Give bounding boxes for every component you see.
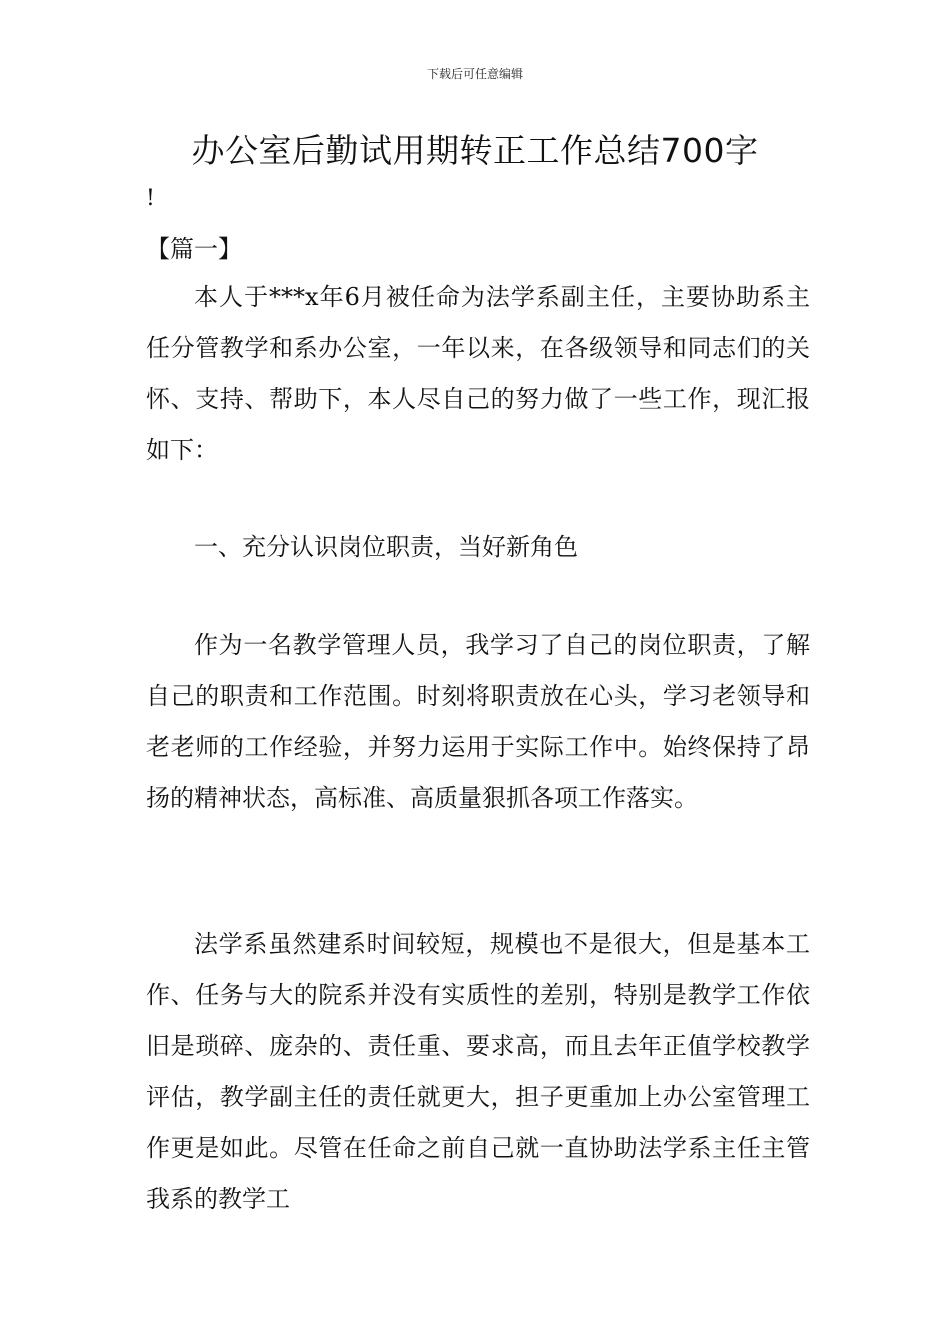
paragraph-department: 法学系虽然建系时间较短，规模也不是很大，但是基本工作、任务与大的院系并没有实质性的差别，特别是教学工作依旧是琐碎、庞杂的、责任重、要求高，而且去年正值学校教学评估，教学副主任的责任就更大，担子更重加上办公室管理工作更是如此。尽管在任命之前自己就一直协助法学系主任主管我系的教学工 (146, 930, 810, 1213)
paragraph-intro: 本人于***x年6月被任命为法学系副主任，主要协助系主任分管教学和系办公室，一年以来，在各级领导和同志们的关怀、支持、帮助下，本人尽自己的努力做了一些工作，现汇报如下： (146, 283, 810, 464)
document-title: 办公室后勤试用期转正工作总结700字 (191, 131, 759, 170)
section-heading-1: 一、充分认识岗位职责，当好新角色 (194, 533, 578, 561)
exclamation-mark: ! (146, 186, 155, 211)
header-note: 下载后可任意编辑 (426, 67, 523, 81)
paragraph-duties: 作为一名教学管理人员，我学习了自己的岗位职责，了解自己的职责和工作范围。时刻将职责放在心头，学习老领导和老老师的工作经验，并努力运用于实际工作中。始终保持了昂扬的精神状态，高标准、高质量狠抓各项工作落实。 (146, 631, 810, 812)
section-tag: 【篇一】 (146, 235, 242, 263)
